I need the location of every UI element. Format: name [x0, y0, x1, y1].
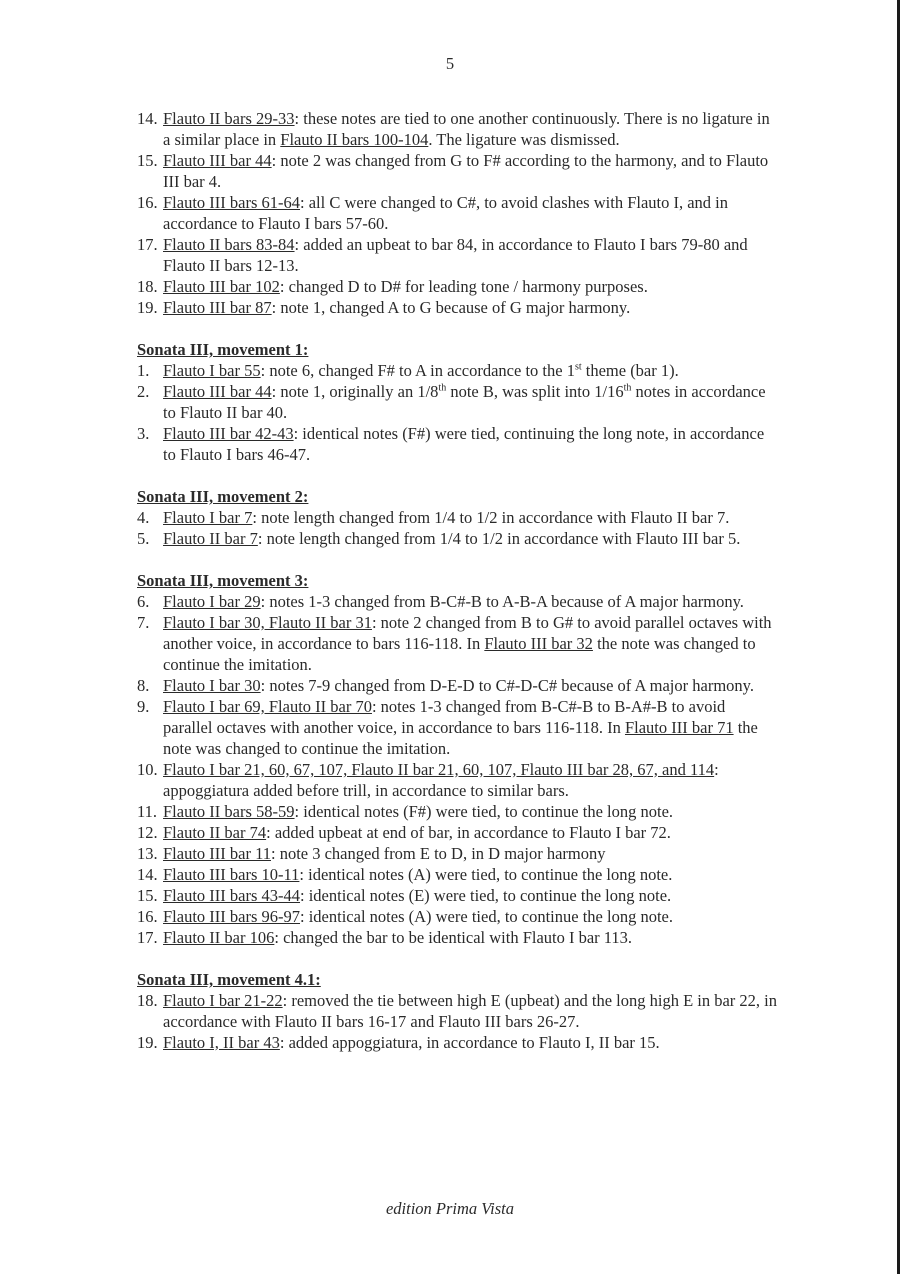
list-item	[137, 297, 777, 318]
item-number: 16.	[137, 193, 158, 212]
list-item	[137, 696, 777, 759]
item-number: 3.	[137, 424, 150, 443]
list-item	[137, 612, 777, 675]
item-text: : identical notes (F#) were tied, continuing the long note, in accordance to Flauto I bars 46-47.	[163, 424, 765, 464]
item-number: 2.	[137, 382, 150, 401]
ordinal-superscript: th	[623, 382, 632, 394]
item-text: : identical notes (F#) were tied, to continue the long note.	[294, 802, 674, 821]
errata-list	[137, 108, 777, 1053]
bar-reference: Flauto II bars 58-59	[163, 802, 295, 821]
bar-reference: Flauto I bar 21-22	[163, 991, 283, 1010]
item-text: : identical notes (E) were tied, to continue the long note.	[300, 886, 672, 905]
note-list	[137, 990, 777, 1053]
item-number: 13.	[137, 844, 158, 863]
list-item	[137, 108, 777, 150]
section	[137, 108, 777, 318]
bar-reference: Flauto III bar 44	[163, 151, 272, 170]
bar-reference: Flauto II bars 83-84	[163, 235, 295, 254]
list-item	[137, 528, 777, 549]
bar-reference: Flauto I bar 30, Flauto II bar 31	[163, 613, 372, 632]
bar-reference: Flauto I bar 7	[163, 508, 253, 527]
item-number: 9.	[137, 697, 150, 716]
bar-reference: Flauto II bar 106	[163, 928, 275, 947]
bar-reference: Flauto III bars 43-44	[163, 886, 301, 905]
bar-reference: Flauto I bar 29	[163, 592, 261, 611]
item-number: 19.	[137, 298, 158, 317]
section-heading: Sonata III, movement 3:	[137, 571, 309, 590]
ordinal-superscript: th	[438, 382, 447, 394]
item-number: 16.	[137, 907, 158, 926]
list-item	[137, 822, 777, 843]
item-text: : notes 1-3 changed from B-C#-B to A-B-A because of A major harmony.	[260, 592, 744, 611]
list-item	[137, 675, 777, 696]
bar-reference: Flauto III bar 11	[163, 844, 271, 863]
bar-reference: Flauto III bar 44	[163, 382, 272, 401]
item-text: . The ligature was dismissed.	[428, 130, 620, 149]
note-list	[137, 507, 777, 549]
item-text: : changed the bar to be identical with Flauto I bar 113.	[274, 928, 633, 947]
item-text: : note 6, changed F# to A in accordance to the 1	[260, 361, 575, 380]
bar-reference: Flauto III bars 96-97	[163, 907, 301, 926]
item-text: : note length changed from 1/4 to 1/2 in accordance with Flauto II bar 7.	[252, 508, 730, 527]
item-text: notes in accordance to Flauto II bar 40.	[163, 382, 766, 422]
list-item	[137, 381, 777, 423]
section	[137, 969, 777, 1053]
item-text: : notes 7-9 changed from D-E-D to C#-D-C# because of A major harmony.	[260, 676, 754, 695]
item-text: : note 1, originally an 1/8	[271, 382, 439, 401]
item-text: the note was changed to continue the imitation.	[163, 718, 758, 758]
list-item	[137, 276, 777, 297]
item-number: 7.	[137, 613, 150, 632]
section	[137, 486, 777, 549]
bar-reference: Flauto I bar 21, 60, 67, 107, Flauto II bar 21, 60, 107, Flauto III bar 28, 67, and 114	[163, 760, 715, 779]
bar-reference: Flauto II bar 7	[163, 529, 258, 548]
item-text: : identical notes (A) were tied, to continue the long note.	[299, 865, 673, 884]
item-text: : notes 1-3 changed from B-C#-B to B-A#-B to avoid parallel octaves with another voice, in accordance to bars 116-118. In	[163, 697, 726, 737]
bar-reference: Flauto III bar 32	[484, 634, 593, 653]
footer-publisher: edition Prima Vista	[385, 1199, 515, 1218]
section	[137, 570, 777, 948]
item-number: 8.	[137, 676, 150, 695]
item-number: 15.	[137, 151, 158, 170]
bar-reference: Flauto III bars 10-11	[163, 865, 300, 884]
section-heading: Sonata III, movement 4.1:	[137, 970, 321, 989]
bar-reference: Flauto I bar 55	[163, 361, 261, 380]
item-text: : all C were changed to C#, to avoid clashes with Flauto I, and in accordance to Flauto I bars 57-60.	[163, 193, 729, 233]
item-text: : note 2 changed from B to G# to avoid parallel octaves with another voice, in accordance to bars 116-118. In	[163, 613, 772, 653]
item-text: : added appoggiatura, in accordance to Flauto I, II bar 15.	[279, 1033, 660, 1052]
item-text: : changed D to D# for leading tone / harmony purposes.	[279, 277, 648, 296]
item-number: 17.	[137, 235, 158, 254]
item-text: note B, was split into 1/16	[446, 382, 624, 401]
list-item	[137, 507, 777, 528]
item-number: 14.	[137, 865, 158, 884]
item-text: the note was changed to continue the imitation.	[163, 634, 756, 674]
item-number: 18.	[137, 991, 158, 1010]
list-item	[137, 885, 777, 906]
item-text: : removed the tie between high E (upbeat) and the long high E in bar 22, in accordance with Flauto II bars 16-17 and Flauto III bars 26-27.	[163, 991, 778, 1031]
bar-reference: Flauto III bar 102	[163, 277, 280, 296]
list-item	[137, 234, 777, 276]
item-text: : identical notes (A) were tied, to continue the long note.	[300, 907, 673, 926]
note-list	[137, 108, 777, 318]
item-number: 11.	[137, 802, 158, 821]
item-number: 15.	[137, 886, 158, 905]
bar-reference: Flauto III bar 87	[163, 298, 272, 317]
bar-reference: Flauto II bars 29-33	[163, 109, 295, 128]
item-number: 4.	[137, 508, 150, 527]
bar-reference: Flauto I bar 30	[163, 676, 261, 695]
list-item	[137, 906, 777, 927]
item-number: 6.	[137, 592, 150, 611]
item-text: : added an upbeat to bar 84, in accordance to Flauto I bars 79-80 and Flauto II bars 12-13.	[163, 235, 748, 275]
section	[137, 339, 777, 465]
list-item	[137, 759, 777, 801]
item-number: 19.	[137, 1033, 158, 1052]
section-heading: Sonata III, movement 2:	[137, 487, 309, 506]
item-number: 14.	[137, 109, 158, 128]
item-text: : these notes are tied to one another continuously. There is no ligature in a similar place in	[163, 109, 770, 149]
item-number: 5.	[137, 529, 150, 548]
item-number: 17.	[137, 928, 158, 947]
bar-reference: Flauto II bar 74	[163, 823, 267, 842]
list-item	[137, 360, 777, 381]
list-item	[137, 423, 777, 465]
section-heading: Sonata III, movement 1:	[137, 340, 309, 359]
item-text: : note length changed from 1/4 to 1/2 in accordance with Flauto III bar 5.	[257, 529, 741, 548]
bar-reference: Flauto II bars 100-104	[280, 130, 429, 149]
bar-reference: Flauto III bars 61-64	[163, 193, 301, 212]
item-number: 12.	[137, 823, 158, 842]
note-list	[137, 591, 777, 948]
list-item	[137, 990, 777, 1032]
ordinal-superscript: st	[574, 361, 582, 373]
item-text: : added upbeat at end of bar, in accordance to Flauto I bar 72.	[266, 823, 671, 842]
item-text: : appoggiatura added before trill, in accordance to similar bars.	[163, 760, 719, 800]
bar-reference: Flauto III bar 42-43	[163, 424, 294, 443]
item-number: 10.	[137, 760, 158, 779]
list-item	[137, 150, 777, 192]
item-number: 18.	[137, 277, 158, 296]
bar-reference: Flauto I, II bar 43	[163, 1033, 280, 1052]
bar-reference: Flauto I bar 69, Flauto II bar 70	[163, 697, 372, 716]
bar-reference: Flauto III bar 71	[624, 718, 734, 737]
list-item	[137, 192, 777, 234]
list-item	[137, 1032, 777, 1053]
item-text: theme (bar 1).	[581, 361, 679, 380]
item-text: : note 1, changed A to G because of G major harmony.	[271, 298, 631, 317]
list-item	[137, 801, 777, 822]
item-text: : note 3 changed from E to D, in D major harmony	[270, 844, 606, 863]
item-text: : note 2 was changed from G to F# according to the harmony, and to Flauto III bar 4.	[163, 151, 769, 191]
list-item	[137, 591, 777, 612]
item-number: 1.	[137, 361, 150, 380]
list-item	[137, 864, 777, 885]
list-item	[137, 843, 777, 864]
list-item	[137, 927, 777, 948]
note-list	[137, 360, 777, 465]
page-number: 5	[445, 54, 455, 73]
